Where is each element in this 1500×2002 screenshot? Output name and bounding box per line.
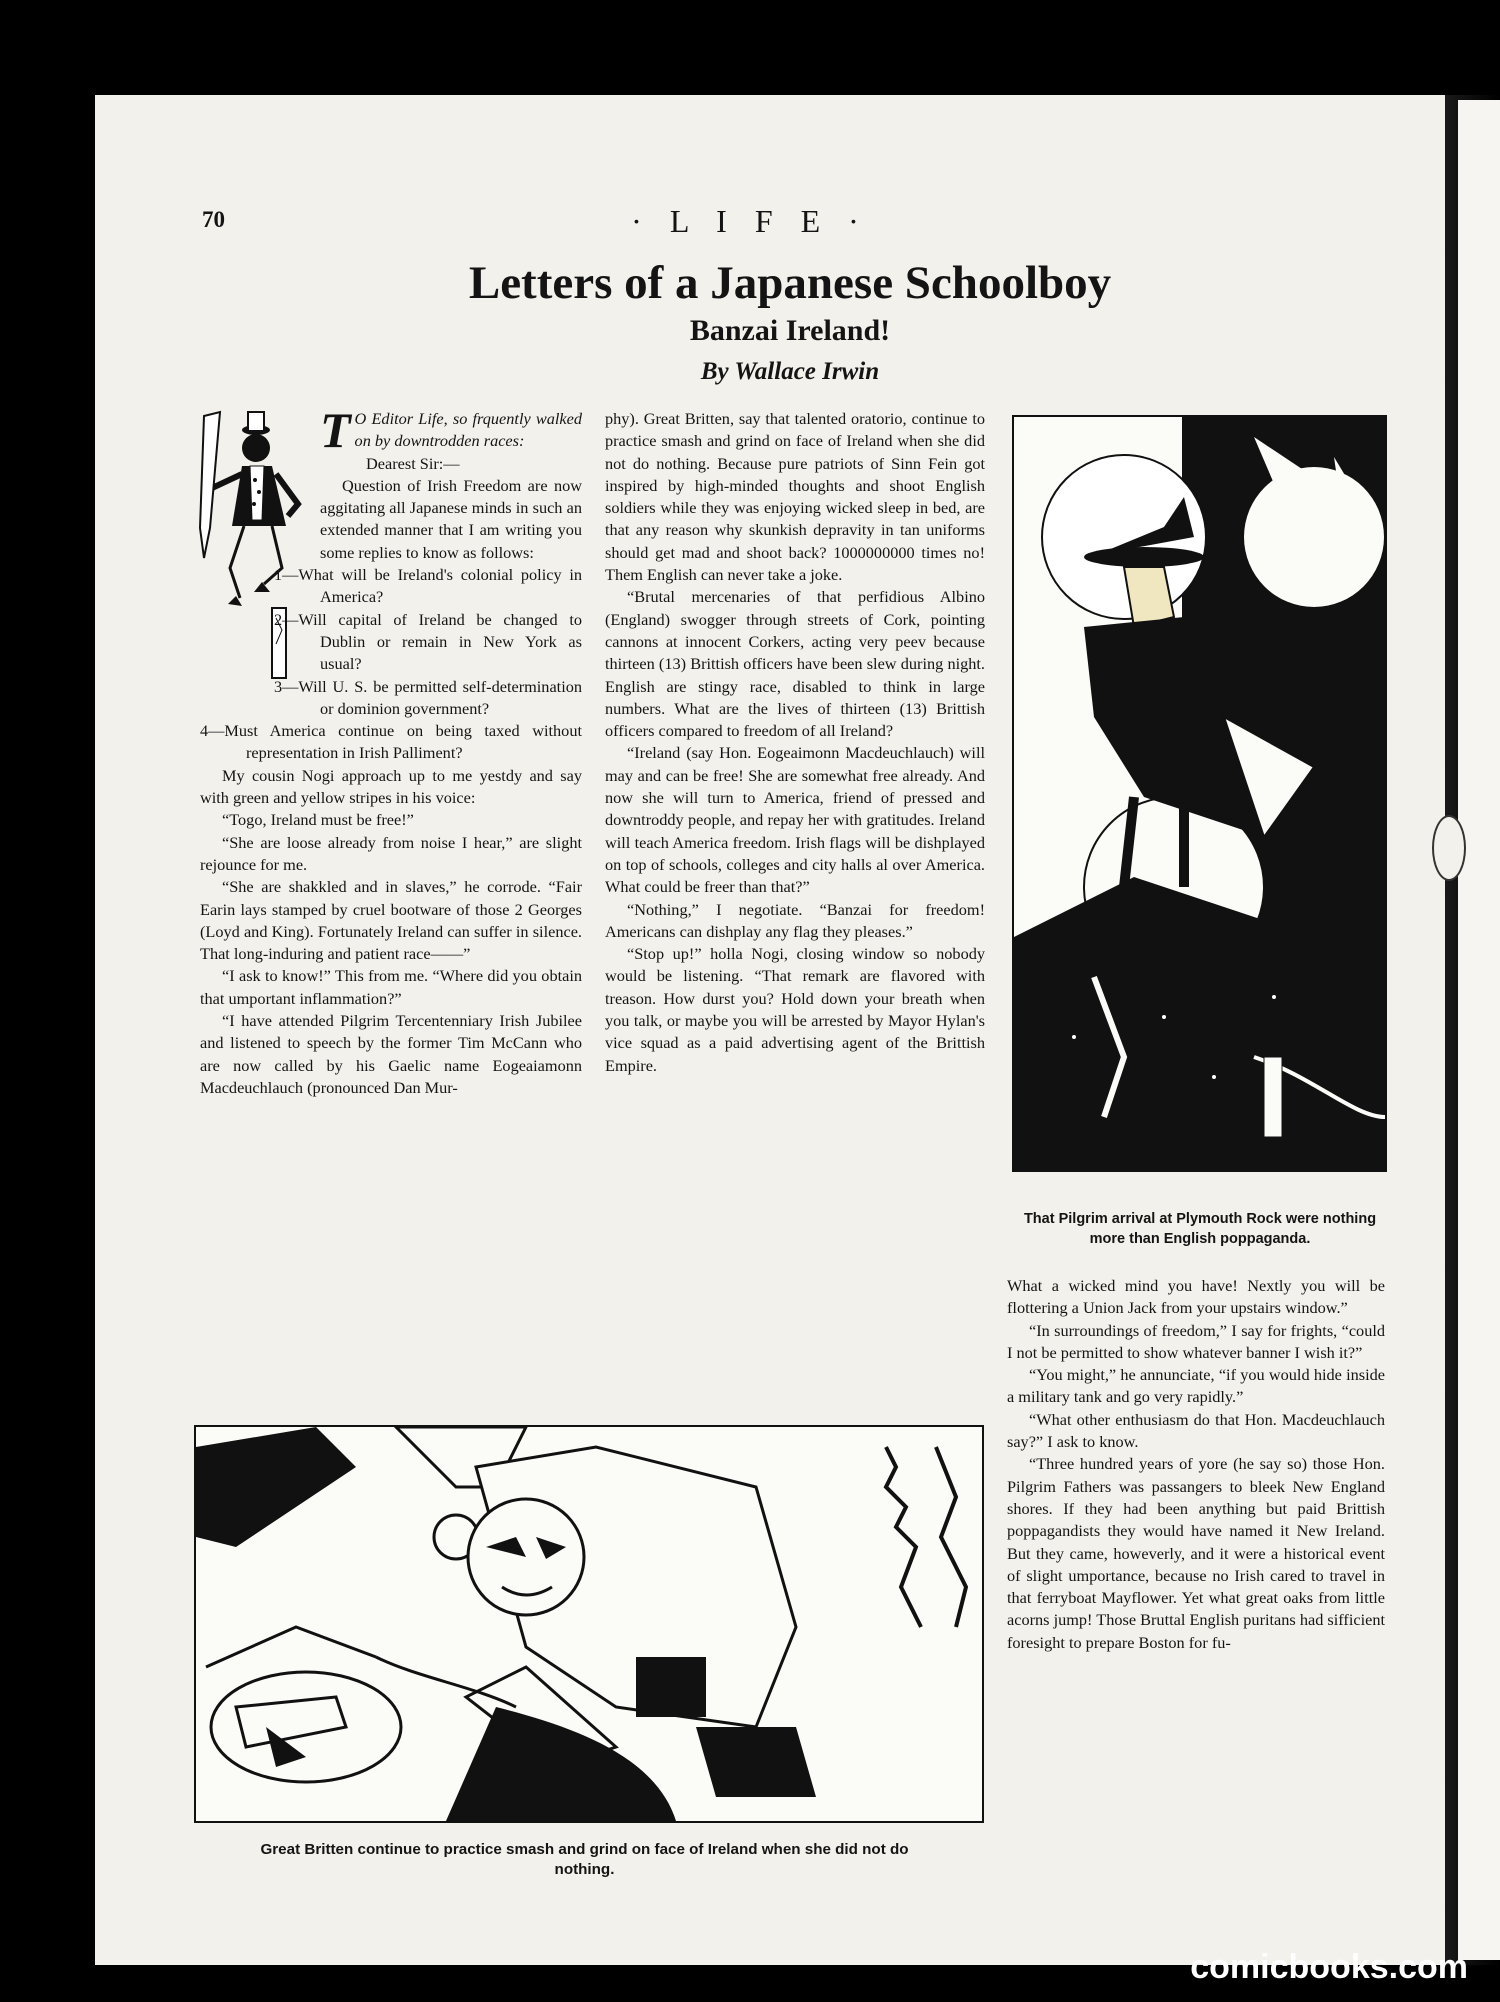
article-column-1 [200,402,582,1099]
paragraph: “She are loose already from noise I hear,” are slight rejounce for me. [200,832,582,874]
article-title: Letters of a Japanese Schoolboy [468,257,1112,309]
article-subtitle: Banzai Ireland! [689,314,891,347]
paragraph: “Stop up!” holla Nogi, closing window so nobody would be listening. “That remark are flavored with treason. How durst you? Hold down your breath when you talk, or maybe you will be arrested by Mayor Hylan's vice squad as a paid advertising agent of the Brittish Empire. [605,944,985,1075]
paragraph: “What other enthusiasm do that Hon. Macdeuchlauch say?” I ask to know. [1007,1409,1385,1452]
pilgrim-illustration [1012,415,1387,1172]
question-item: 1—What will be Ireland's colonial policy in America? [274,565,582,607]
paragraph: “I have attended Pilgrim Tercentenniary Irish Jubilee and listened to speech by the former Tim McCann who are now called by his Gaelic name Eogeaiamonn Macdeuchlauch (pronounced Dan Mur- [200,1011,582,1097]
schoolboy-illustration [190,408,312,708]
paragraph: Dearest Sir:— [366,453,460,473]
article-byline: By Wallace Irwin [700,358,880,385]
paragraph: “I ask to know!” This from me. “Where did you obtain that umportant inflammation?” [200,966,582,1008]
paragraph: “Nothing,” I negotiate. “Banzai for freedom! Americans can dishplay any flag they pleases.” [605,899,985,941]
watermark: comicbooks.com [1190,1948,1468,1986]
next-page-edge [1458,100,1500,1960]
masthead: · L I F E · [631,203,869,239]
question-item: 3—Will U. S. be permitted self-determination or dominion government? [274,676,582,718]
paragraph: What a wicked mind you have! Nextly you will be flottering a Union Jack from your upstairs window.” [1007,1276,1385,1318]
paragraph: “You might,” he annunciate, “if you would hide inside a military tank and go very rapidly.” [1007,1365,1385,1407]
question-item: 4—Must America continue on being taxed without representation in Irish Palliment? [200,721,582,763]
paragraph: “She are shakkled and in slaves,” he corrode. “Fair Earin lays stamped by cruel bootware of those 2 Georges (Loyd and King). Fortunately Ireland can suffer in silence. That long-induring and patient race——” [200,877,582,964]
salutation-line: T O Editor Life, so frquently walked on by downtrodden races: [320,402,582,458]
drop-cap: T [320,402,351,458]
paragraph: phy). Great Britten, say that talented oratorio, continue to practice smash and grind on face of Ireland when she did not do nothing. Because pure patriots of Sinn Fein got inspired by high-minded thoughts and shoot English soldiers while they was enjoying wicked sleep in bed, are that any reason why skunkish depravity in tan uniforms should get mad and shoot back? 1000000000 times no! Them English can never take a joke. [605,409,985,585]
question-item: 2—Will capital of Ireland be changed to Dublin or remain in New York as usual? [274,609,582,674]
article-column-2 [605,408,985,1077]
binding-clip [1432,815,1466,881]
britten-illustration [194,1425,984,1823]
paragraph: “In surroundings of freedom,” I say for frights, “could I not be permitted to show whatever banner I wish it?” [1007,1320,1385,1362]
page-number: 70 [202,207,225,232]
paragraph: “Three hundred years of yore (he say so) those Hon. Pilgrim Fathers was passangers to bleek New England shores. If they had been anything but paid Brittish poppagandists they would have named it New Ireland. But they came, howeverly, and it were a historical event of slight umportance, because no Irish cared to travel in that ferryboat Mayflower. Yet what great oaks from little acorns jump! Those Bruttal English puritans had sifficient foresight to prepare Boston for fu- [1007,1454,1385,1652]
paragraph: “Togo, Ireland must be free!” [222,810,414,830]
paragraph: “Brutal mercenaries of that perfidious Albino (England) swogger through streets of Cork, pointing cannons at innocent Corkers, acting very peev because thirteen (13) Brittish officers have been slew during night. English are stingy race, disabled to think in large numbers. What are the lives of thirteen (13) Brittish officers compared to freedom of all Ireland? [605,587,985,741]
paragraph: “Ireland (say Hon. Eogeaimonn Macdeuchlauch) will may and can be free! She are somewhat free already. And now she will turn to America, friend of pressed and downtroddy people, and repay her with gratitudes. Ireland will teach America freedom. Irish flags will be dishplayed on top of schools, colleges and city halls al over America. What could be freer than that?” [605,743,985,897]
article-column-3 [1007,1275,1385,1654]
paragraph: My cousin Nogi approach up to me yestdy and say with green and yellow stripes in his voice: [200,765,582,808]
pilgrim-caption: That Pilgrim arrival at Plymouth Rock were nothing more than English poppaganda. [1023,1211,1377,1247]
britten-caption: Great Britten continue to practice smash and grind on face of Ireland when she did not do nothing. [260,1841,909,1878]
paragraph: Question of Irish Freedom are now aggitating all Japanese minds in such an extended manner that I am writing you some replies to know as follows: [320,475,582,562]
